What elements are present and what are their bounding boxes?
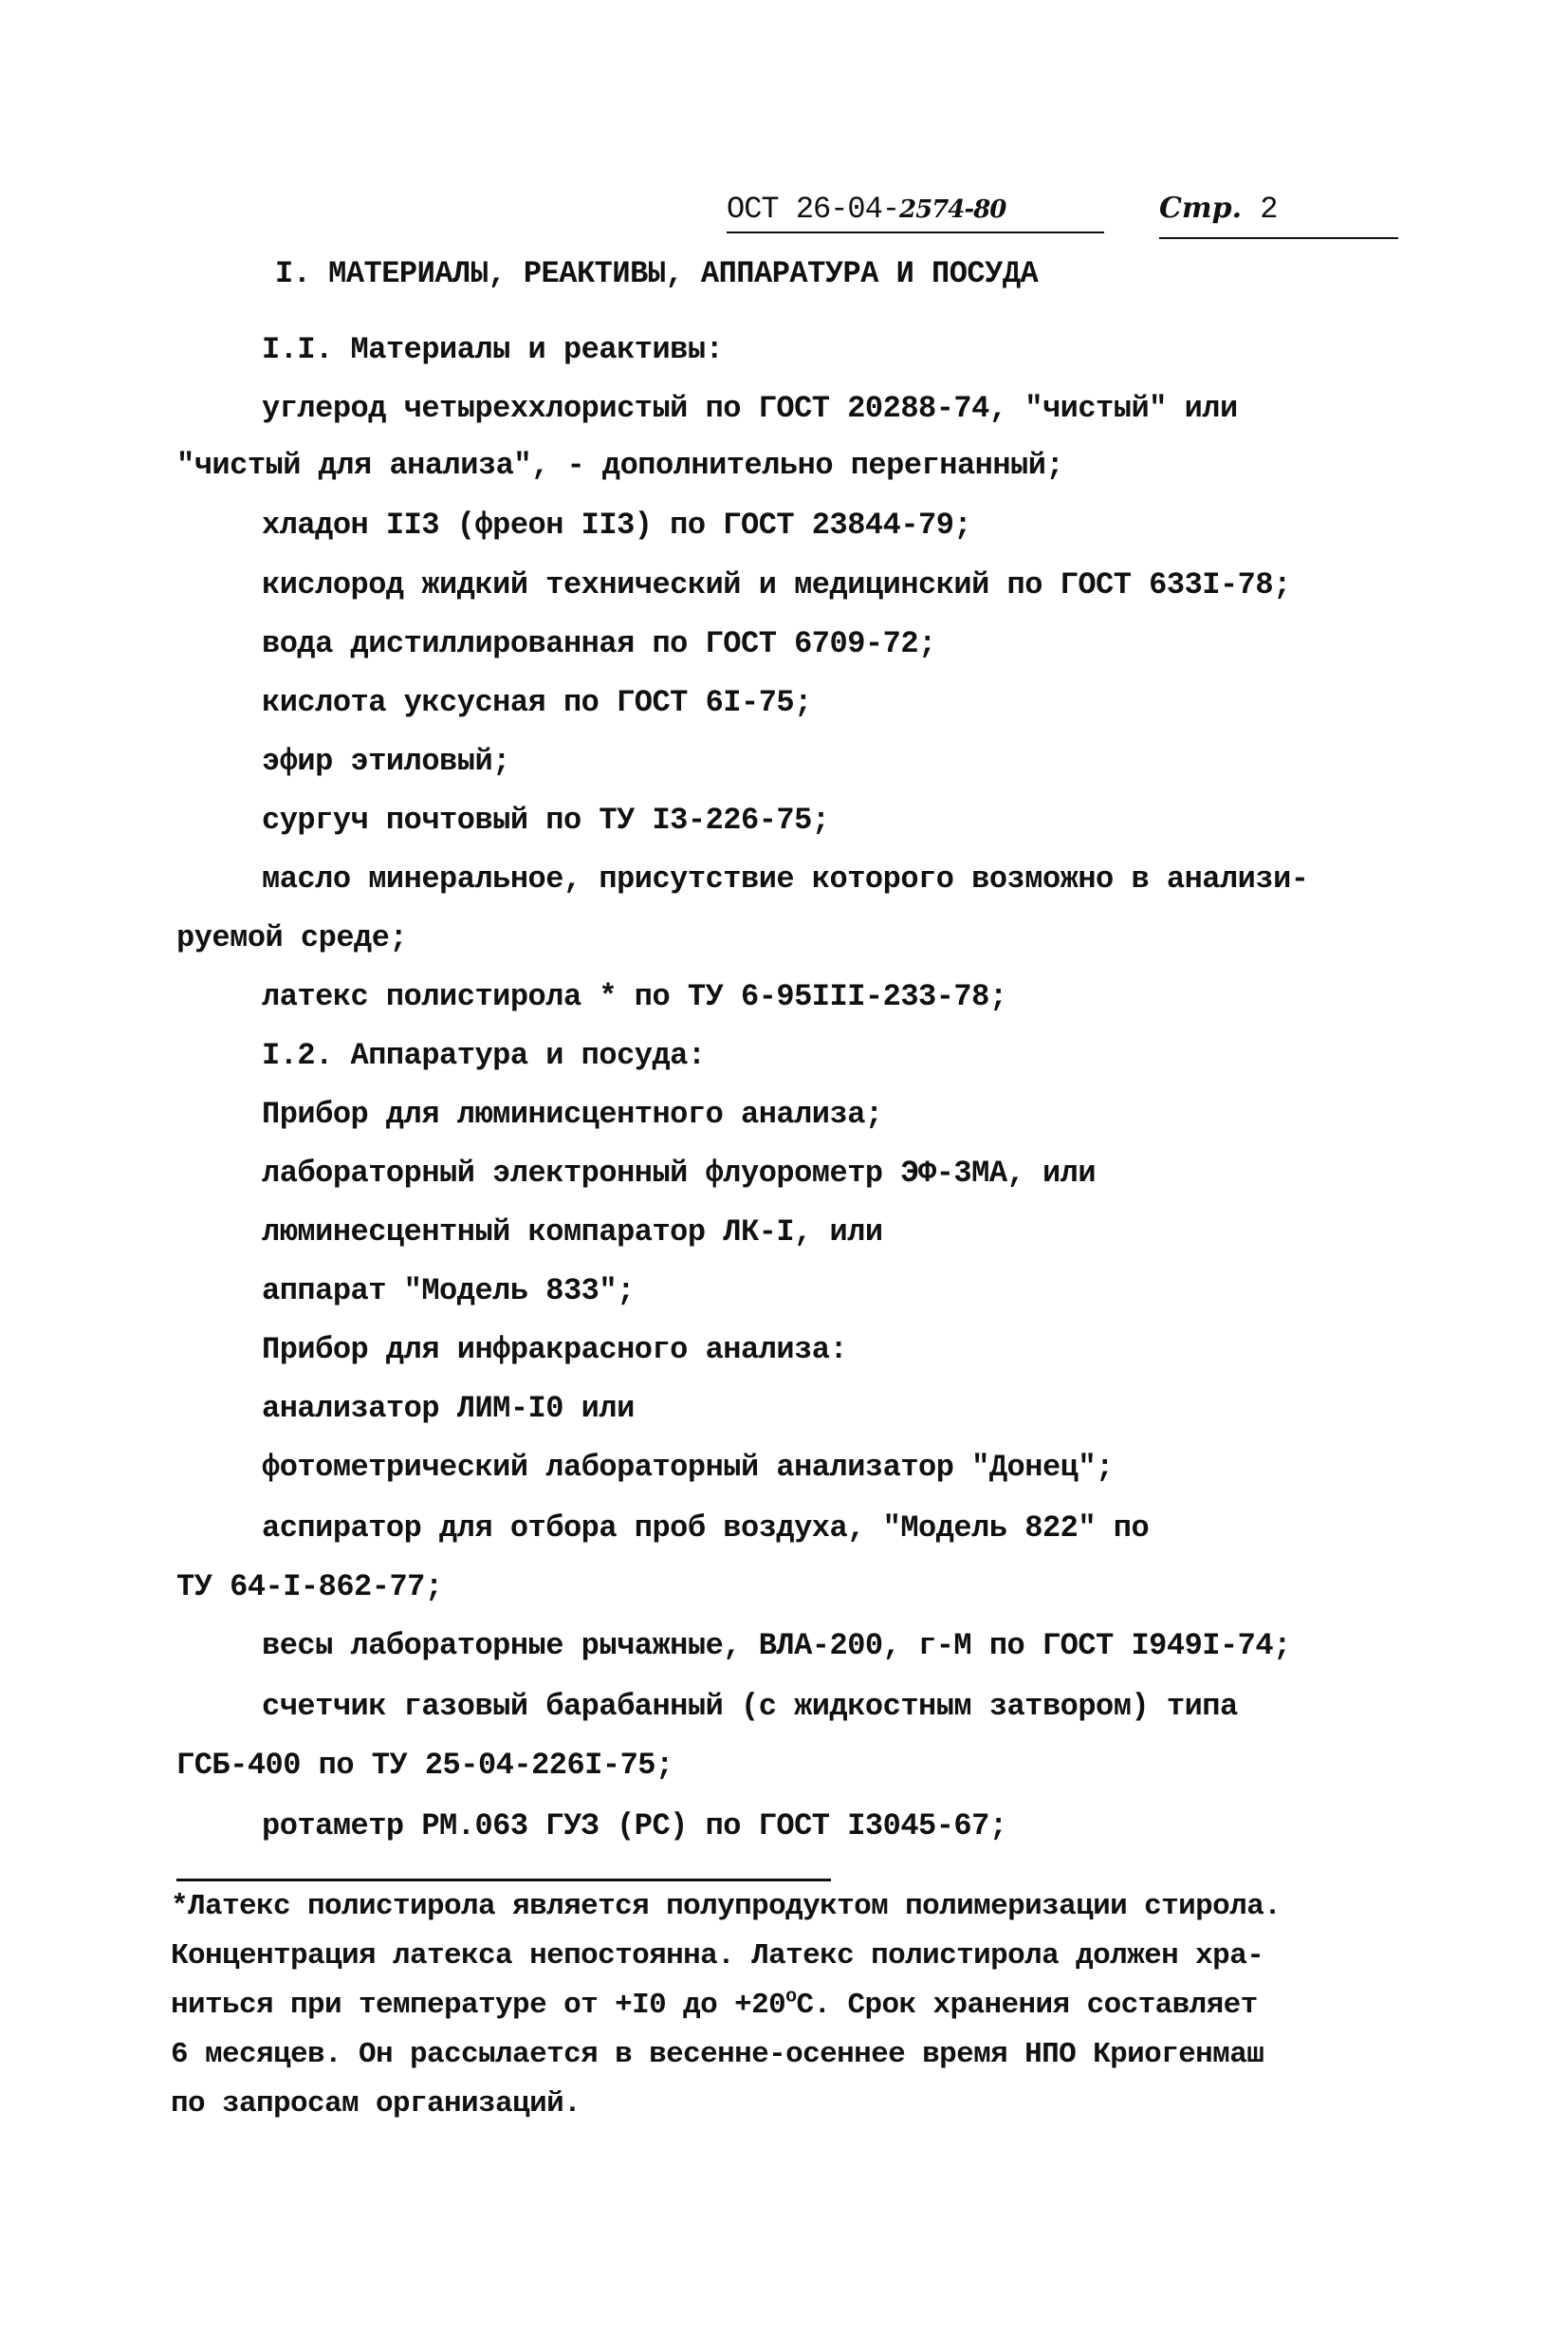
text-line: Прибор для люминисцентного анализа; bbox=[262, 1097, 883, 1132]
text-line: масло минеральное, присутствие которого возможно в анализи- bbox=[262, 861, 1309, 897]
text-line: ТУ 64-I-862-77; bbox=[176, 1569, 443, 1604]
footnote-line: Концентрация латекса непостоянна. Латекс полистирола должен хра- bbox=[171, 1939, 1264, 1972]
degree-mark: o bbox=[785, 1986, 797, 2009]
page-underline bbox=[1159, 237, 1398, 239]
text-line: ГСБ-400 по ТУ 25-04-226I-75; bbox=[176, 1748, 673, 1783]
text-line: Прибор для инфракрасного анализа: bbox=[262, 1332, 848, 1367]
footnote-text: ниться при температуре от +I0 до +20 bbox=[171, 1989, 786, 2022]
page-label bbox=[1159, 192, 1278, 227]
subsection-heading: I.2. Аппаратура и посуда: bbox=[262, 1038, 706, 1073]
text-line: вода дистиллированная по ГОСТ 6709-72; bbox=[262, 626, 936, 661]
footnote-line bbox=[171, 1986, 1258, 2022]
text-line: фотометрический лабораторный анализатор "Донец"; bbox=[262, 1450, 1114, 1485]
text-line: руемой среде; bbox=[176, 920, 408, 955]
standard-designation bbox=[727, 192, 1005, 227]
subsection-heading: I.I. Материалы и реактивы: bbox=[262, 332, 724, 367]
text-line: эфир этиловый; bbox=[262, 744, 510, 779]
footnote-line: 6 месяцев. Он рассылается в весенне-осеннее время НПО Криогенмаш bbox=[171, 2038, 1264, 2071]
footnote-text: С. Срок хранения составляет bbox=[796, 1989, 1258, 2022]
footnote-line: по запросам организаций. bbox=[171, 2087, 581, 2121]
text-line: "чистый для анализа", - дополнительно перегнанный; bbox=[176, 448, 1064, 483]
page-label-handwritten: Стр. bbox=[1159, 192, 1243, 225]
text-line: анализатор ЛИМ-I0 или bbox=[262, 1391, 635, 1426]
text-line: ротаметр РМ.063 ГУЗ (РС) по ГОСТ I3045-67; bbox=[262, 1808, 1007, 1843]
footnote-line: *Латекс полистирола является полупродуктом полимеризации стирола. bbox=[171, 1890, 1282, 1923]
text-line: латекс полистирола * по ТУ 6-95III-233-78; bbox=[262, 979, 1007, 1014]
text-line: лабораторный электронный флуорометр ЭФ-3МА, или bbox=[262, 1156, 1097, 1191]
text-line: углерод четыреххлористый по ГОСТ 20288-74, "чистый" или bbox=[262, 391, 1238, 426]
page-number: 2 bbox=[1260, 192, 1279, 227]
text-line: кислота уксусная по ГОСТ 6I-75; bbox=[262, 685, 812, 720]
standard-number-handwritten: 2574-80 bbox=[899, 195, 1006, 224]
text-line: аппарат "Модель 833"; bbox=[262, 1273, 635, 1308]
standard-underline bbox=[727, 231, 1104, 233]
text-line: кислород жидкий технический и медицинский по ГОСТ 633I-78; bbox=[262, 567, 1291, 602]
standard-prefix: ОСТ 26-04- bbox=[727, 192, 900, 227]
text-line: аспиратор для отбора проб воздуха, "Модель 822" по bbox=[262, 1510, 1150, 1546]
text-line: сургуч почтовый по ТУ I3-226-75; bbox=[262, 803, 830, 838]
text-line: весы лабораторные рычажные, ВЛА-200, г-М по ГОСТ I949I-74; bbox=[262, 1628, 1291, 1663]
text-line: счетчик газовый барабанный (с жидкостным затвором) типа bbox=[262, 1689, 1238, 1724]
section-heading: I. МАТЕРИАЛЫ, РЕАКТИВЫ, АППАРАТУРА И ПОСУДА bbox=[275, 256, 1039, 291]
text-line: люминесцентный компаратор ЛК-I, или bbox=[262, 1214, 883, 1250]
footnote-separator bbox=[176, 1879, 831, 1881]
text-line: хладон II3 (фреон II3) по ГОСТ 23844-79; bbox=[262, 508, 972, 543]
